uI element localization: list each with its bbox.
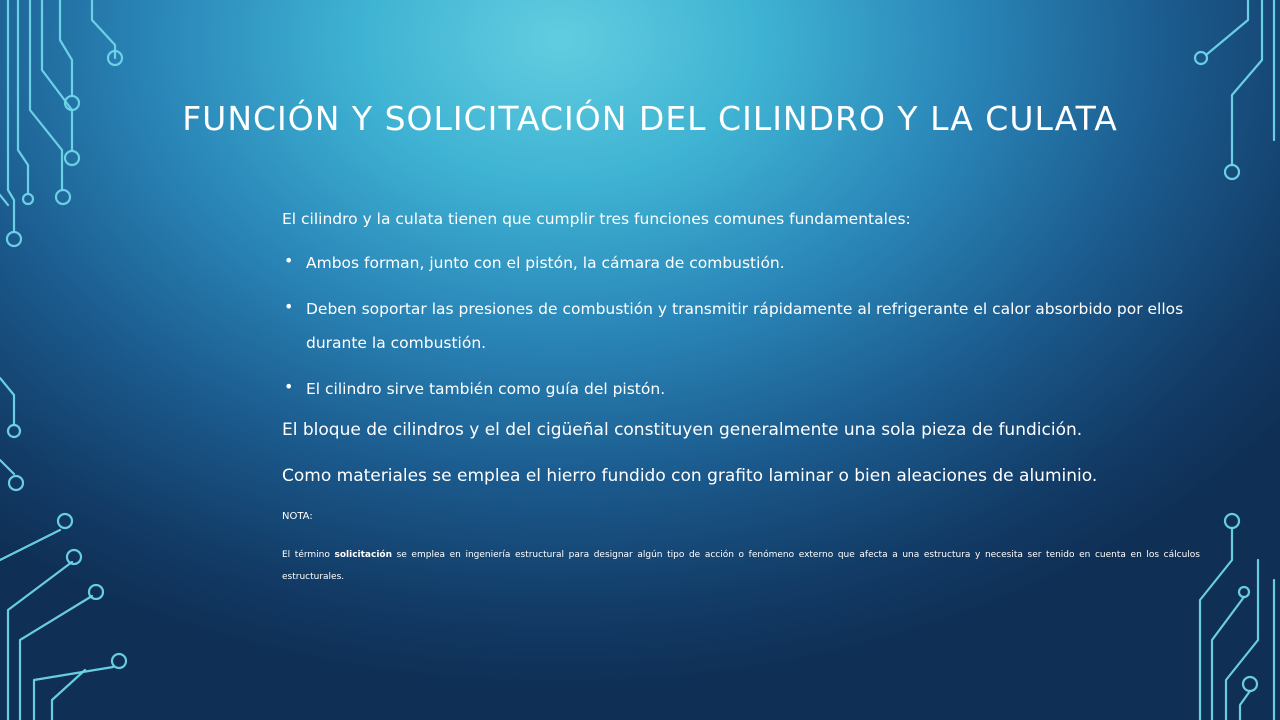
note-text-before: El término [282, 550, 335, 560]
circuit-top-left [0, 0, 122, 246]
list-item: • El cilindro sirve también como guía del pistón. [282, 372, 1200, 406]
circuit-top-right [1195, 0, 1274, 179]
functions-list [282, 246, 1200, 406]
slide-body [282, 208, 1200, 588]
intro-text: El cilindro y la culata tienen que cumplir tres funciones comunes fundamentales: [282, 210, 911, 228]
note-text-after: se emplea en ingeniería estructural para designar algún tipo de acción o fenómeno externo que afecta a una estructura y necesita ser tenido en cuenta en los cálculos estructurales. [282, 550, 1200, 582]
list-item: • Ambos forman, junto con el pistón, la cámara de combustión. [282, 246, 1200, 280]
circuit-bottom-right [1200, 514, 1274, 720]
circuit-bottom-left [0, 378, 126, 720]
list-item: • Deben soportar las presiones de combustión y transmitir rápidamente al refrigerante el calor absorbido por ellos durante la combustión. [282, 292, 1200, 360]
paragraph-materials: Como materiales se emplea el hierro fundido con grafito laminar o bien aleaciones de aluminio. [282, 466, 1098, 486]
note-text [282, 544, 1200, 588]
note-keyword: solicitación [334, 550, 392, 560]
paragraph-block: El bloque de cilindros y el del cigüeñal constituyen generalmente una sola pieza de fundición. [282, 420, 1083, 440]
slide-title: FUNCIÓN Y SOLICITACIÓN DEL CILINDRO Y LA CULATA [182, 99, 1118, 138]
note-label: NOTA: [282, 511, 313, 522]
